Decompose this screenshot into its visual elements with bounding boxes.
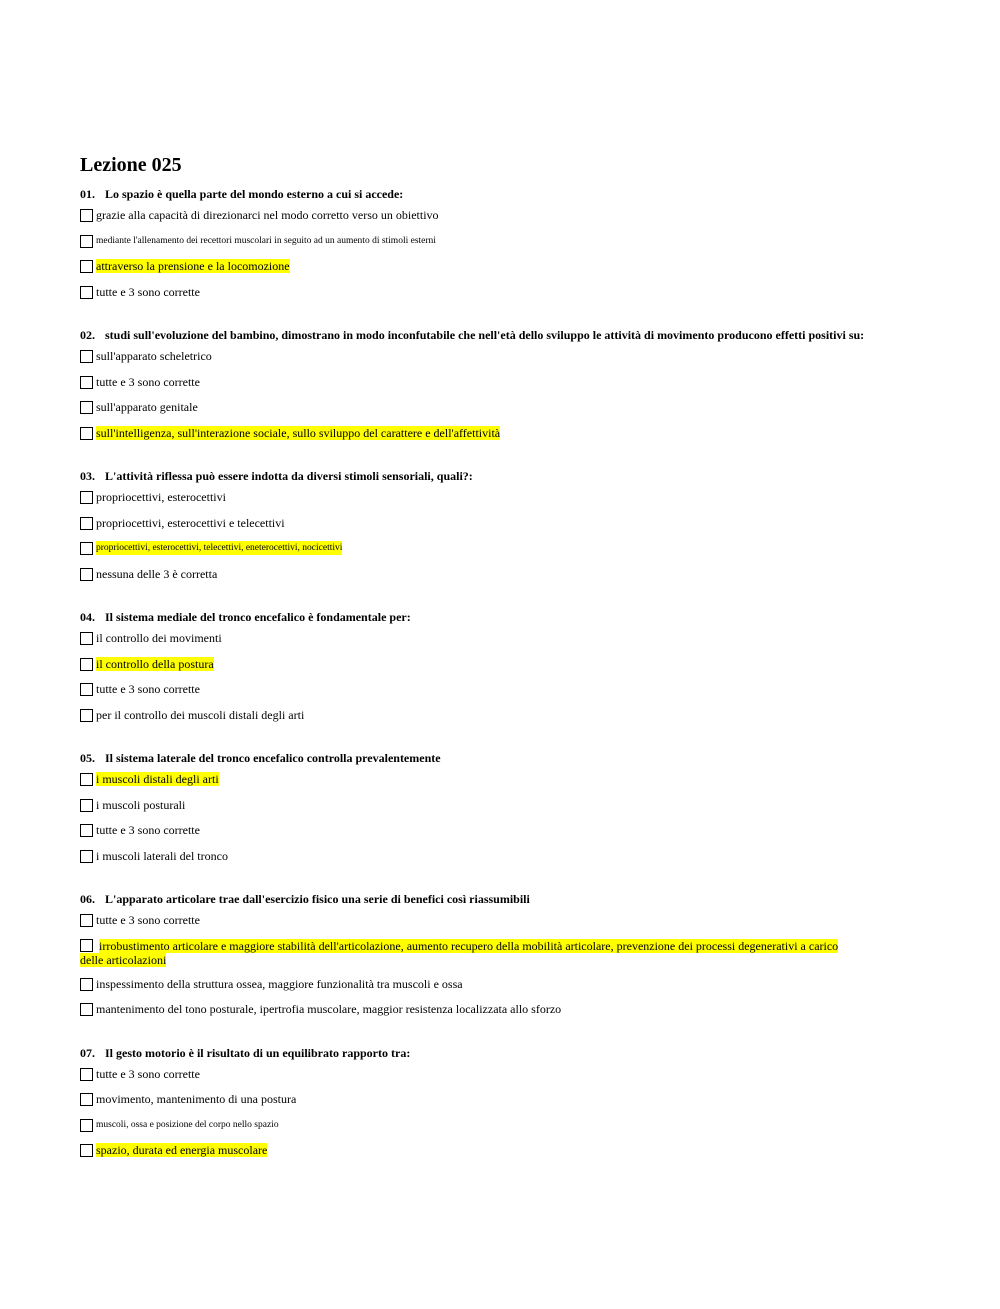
answer-option [80,234,880,260]
answer-option-correct [80,259,880,285]
question-text [80,609,880,625]
answer-label: tutte e 3 sono corrette [96,284,200,299]
answer-checkbox[interactable] [80,914,93,927]
question-number: 03. [80,469,95,483]
question-number: 05. [80,751,95,765]
question-number: 01. [80,187,95,201]
answer-checkbox[interactable] [80,824,93,837]
answer-label: tutte e 3 sono corrette [96,374,200,389]
question-prompt: studi sull'evoluzione del bambino, dimostrano in modo inconfutabile che nell'età dello sviluppo le attività di movimento producono effetti positivi su: [105,328,865,342]
document-page [80,152,880,1186]
answer-option-correct [80,426,880,452]
answer-option [80,490,880,516]
answer-option [80,375,880,401]
answer-option [80,516,880,542]
question-01 [80,186,880,310]
question-text [80,186,880,202]
answer-option [80,849,880,875]
answer-label: mantenimento del tono posturale, ipertrofia muscolare, maggior resistenza localizzata allo sforzo [96,1002,562,1016]
answer-label: grazie alla capacità di direzionarci nel modo corretto verso un obiettivo [96,208,439,222]
answer-option [80,1092,880,1118]
answer-checkbox[interactable] [80,799,93,812]
question-text [80,750,880,766]
answer-label: i muscoli laterali del tronco [96,848,228,863]
answer-checkbox[interactable] [80,491,93,504]
answer-checkbox[interactable] [80,632,93,645]
answer-checkbox[interactable] [80,1093,93,1106]
answer-label: tutte e 3 sono corrette [96,1066,200,1081]
answer-label: propriocettivi, esterocettivi [96,490,226,504]
answer-checkbox[interactable] [80,235,93,248]
answer-checkbox[interactable] [80,658,93,671]
question-number: 04. [80,610,95,624]
answer-label: il controllo dei movimenti [96,631,222,645]
answer-checkbox[interactable] [80,286,93,299]
answer-checkbox[interactable] [80,350,93,363]
answer-label-highlighted: propriocettivi, esterocettivi, telecettivi, eneterocettivi, nocicettivi [96,543,343,553]
question-02 [80,327,880,451]
answer-label: tutte e 3 sono corrette [96,823,200,837]
answer-checkbox[interactable] [80,401,93,414]
question-prompt: L'attività riflessa può essere indotta da diversi stimoli sensoriali, quali?: [105,469,473,483]
answer-label-highlighted: i muscoli distali degli arti [96,772,219,786]
question-text [80,1045,880,1061]
answer-label: i muscoli posturali [96,797,186,812]
question-prompt: Il gesto motorio è il risultato di un equilibrato rapporto tra: [105,1045,411,1060]
answer-label: per il controllo dei muscoli distali degli arti [96,707,305,722]
answer-option [80,567,880,593]
answer-label-highlighted: attraverso la prensione e la locomozione [96,259,290,273]
question-text [80,468,880,484]
answer-checkbox[interactable] [80,850,93,863]
answer-checkbox[interactable] [80,683,93,696]
answer-checkbox[interactable] [80,709,93,722]
answer-option-correct [80,1143,880,1169]
answer-checkbox[interactable] [80,568,93,581]
answer-option [80,631,880,657]
answer-option-correct [80,541,880,567]
answer-label-highlighted: sull'intelligenza, sull'interazione sociale, sullo sviluppo del carattere e dell'affettività [96,425,501,440]
answer-option [80,798,880,824]
answer-option-correct [80,772,880,798]
answer-option [80,823,880,849]
answer-label: sull'apparato scheletrico [96,349,212,363]
answer-label: propriocettivi, esterocettivi e telecettivi [96,515,285,530]
answer-option-correct [80,657,880,683]
answer-label: mediante l'allenamento dei recettori muscolari in seguito ad un aumento di stimoli esterni [96,235,436,246]
question-07 [80,1045,880,1169]
question-05 [80,750,880,874]
answer-checkbox[interactable] [80,773,93,786]
question-03 [80,468,880,592]
question-prompt: Il sistema laterale del tronco encefalico controlla prevalentemente [105,751,441,765]
answer-label: inspessimento della struttura ossea, maggiore funzionalità tra muscoli e ossa [96,976,463,991]
question-number: 06. [80,892,95,906]
answer-checkbox[interactable] [80,978,93,991]
answer-option [80,977,880,1003]
question-number: 07. [80,1045,95,1060]
question-text [80,891,880,907]
question-prompt: Il sistema mediale del tronco encefalico è fondamentale per: [105,610,411,624]
answer-option [80,208,880,234]
answer-option [80,1067,880,1093]
answer-checkbox[interactable] [80,1003,93,1016]
answer-label-highlighted: il controllo della postura [96,656,214,671]
answer-label: tutte e 3 sono corrette [96,682,200,696]
question-06 [80,891,880,1028]
page-title: Lezione 025 [80,154,182,176]
answer-checkbox[interactable] [80,376,93,389]
answer-option [80,285,880,311]
answer-option [80,349,880,375]
answer-option-correct [80,939,850,977]
answer-option [80,708,880,734]
answer-label: sull'apparato genitale [96,400,198,414]
answer-option [80,913,880,939]
answer-label: muscoli, ossa e posizione del corpo nello spazio [96,1119,279,1130]
answer-label: tutte e 3 sono corrette [96,913,200,927]
question-prompt: L'apparato articolare trae dall'esercizio fisico una serie di benefici così riassumibili [105,892,530,906]
question-04 [80,609,880,733]
answer-checkbox[interactable] [80,1068,93,1081]
answer-option [80,400,880,426]
question-number: 02. [80,328,95,342]
answer-checkbox[interactable] [80,1119,93,1132]
answer-label: movimento, mantenimento di una postura [96,1092,297,1106]
answer-checkbox[interactable] [80,427,93,440]
answer-checkbox[interactable] [80,542,93,555]
answer-label: nessuna delle 3 è corretta [96,566,218,581]
answer-checkbox[interactable] [80,939,93,952]
answer-option [80,682,880,708]
answer-checkbox[interactable] [80,260,93,273]
answer-checkbox[interactable] [80,1144,93,1157]
answer-label-highlighted: irrobustimento articolare e maggiore stabilità dell'articolazione, aumento recupero della mobilità articolare, prevenzione dei processi degenerativi a carico delle articolazioni [80,938,839,967]
answer-option [80,1118,880,1144]
question-prompt: Lo spazio è quella parte del mondo esterno a cui si accede: [105,187,404,201]
answer-label-highlighted: spazio, durata ed energia muscolare [96,1143,268,1157]
answer-option [80,1002,880,1028]
answer-checkbox[interactable] [80,517,93,530]
answer-checkbox[interactable] [80,209,93,222]
question-text [80,327,880,343]
